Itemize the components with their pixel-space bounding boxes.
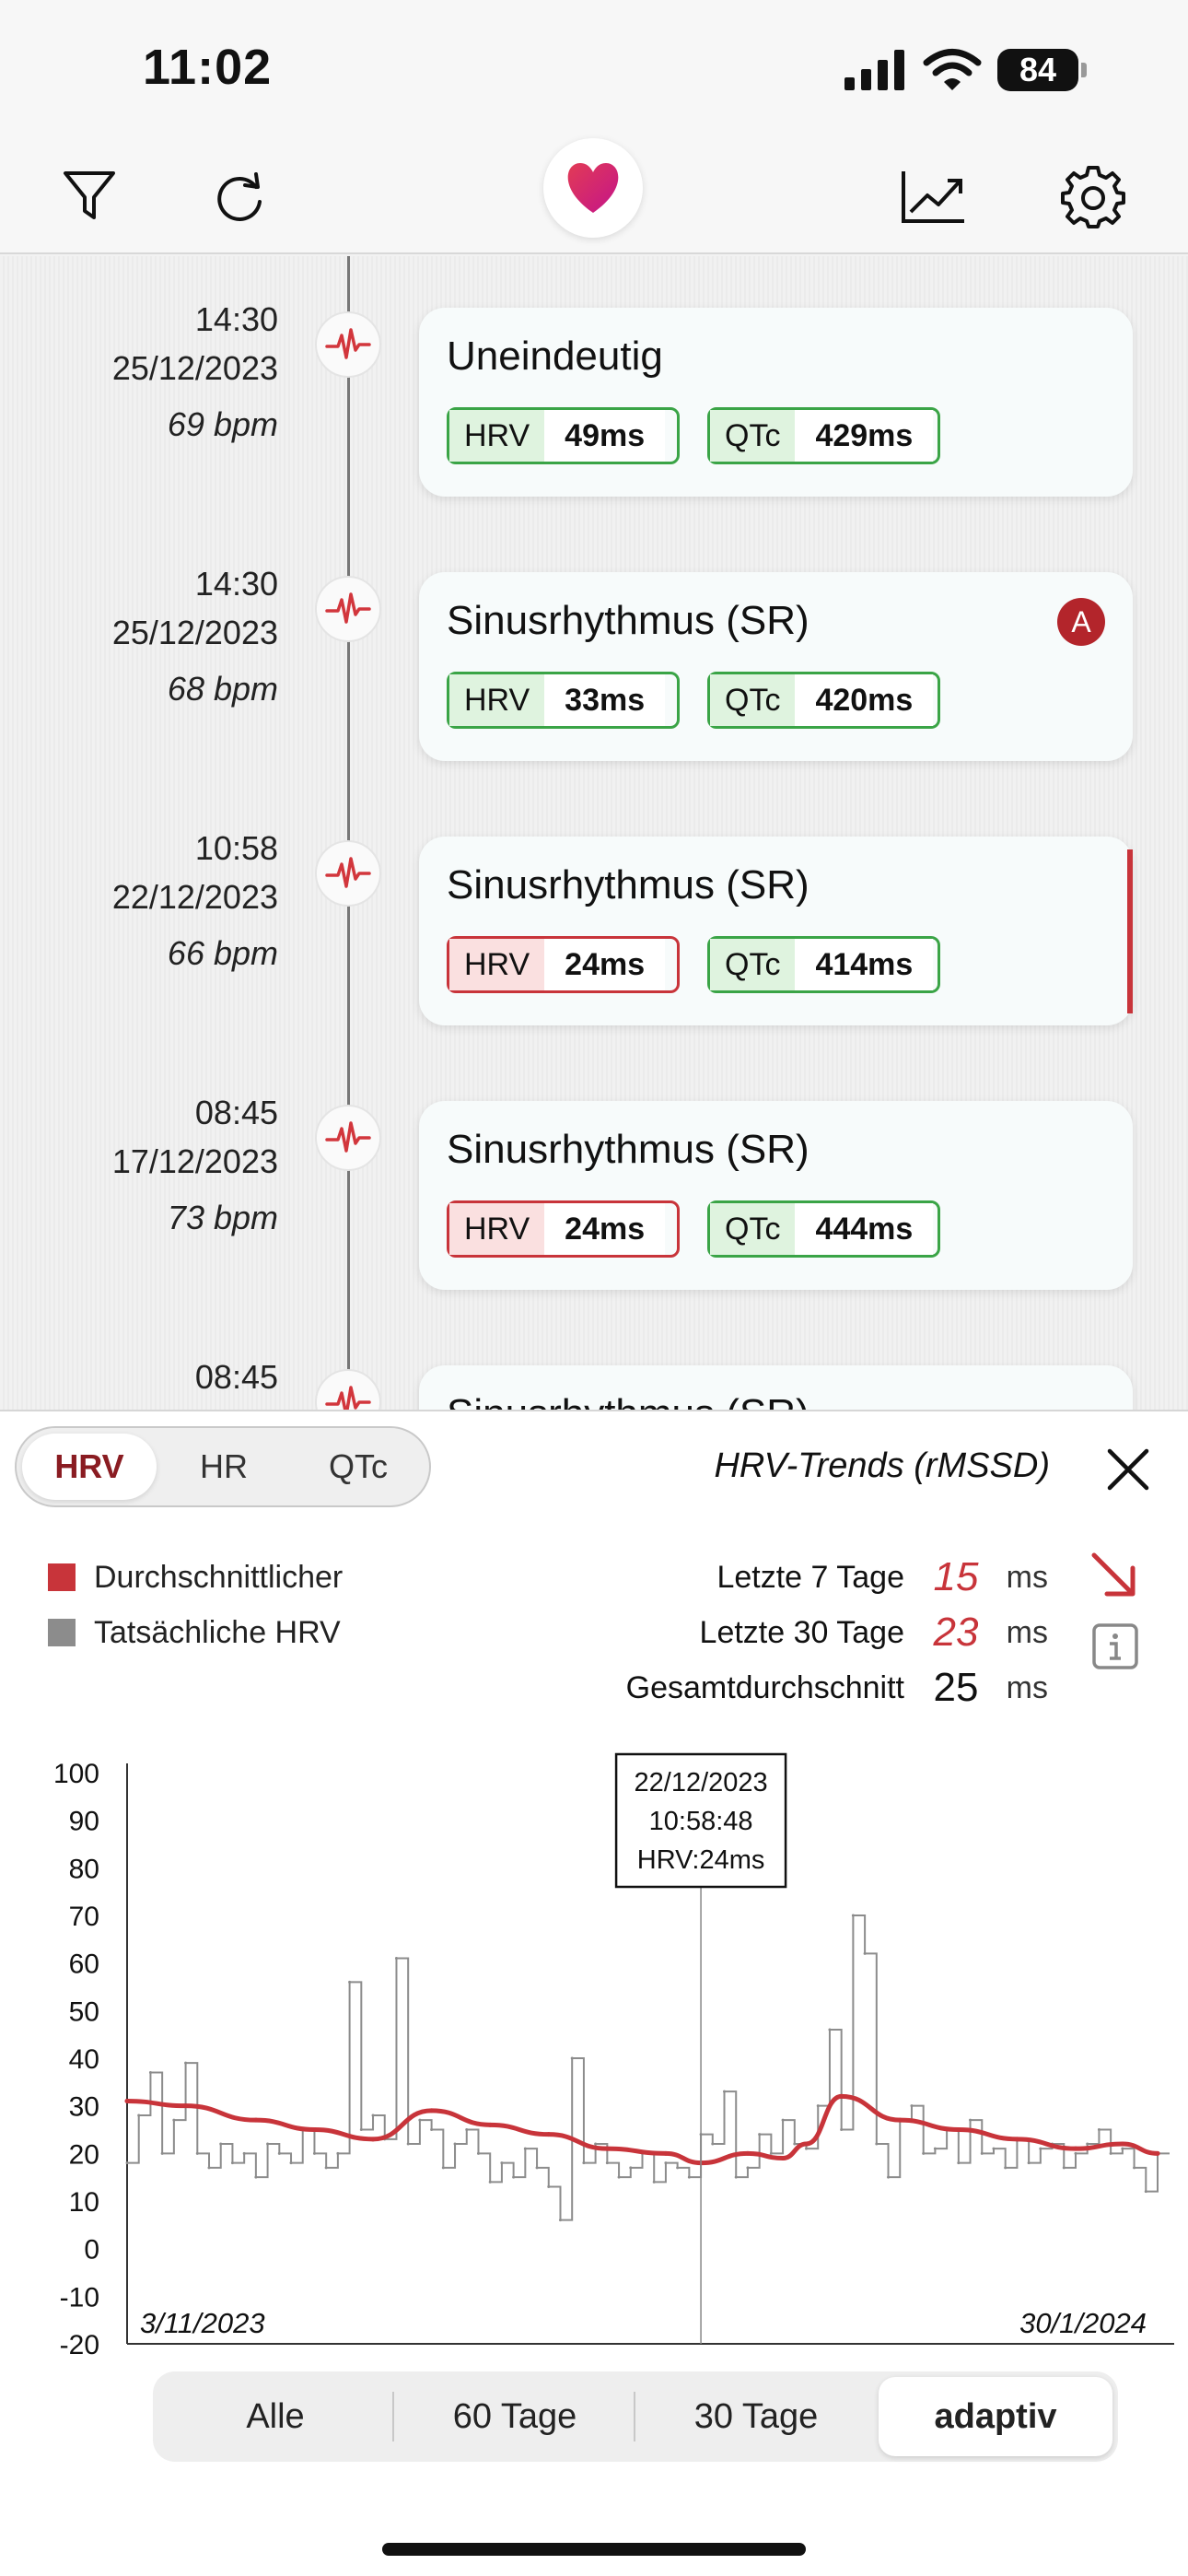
qtc-pill [707,672,940,729]
ecg-card[interactable] [419,837,1133,1025]
refresh-icon[interactable] [198,155,281,238]
actual-hrv-point [172,2119,175,2122]
stat-unit: ms [1006,1669,1048,1705]
entry-time: 08:45 [194,1358,278,1396]
hrv-trend-sheet [0,1410,1188,2576]
actual-hrv-point [325,2166,328,2169]
filter-icon[interactable] [48,155,131,238]
hrv-trend-chart[interactable] [0,1706,1188,2370]
actual-hrv-point [805,2148,808,2150]
actual-hrv-point [348,1981,351,1984]
average-hrv-point [781,2156,786,2160]
hrv-value: 49ms [544,410,665,462]
tab-hr[interactable]: HR [200,1447,248,1485]
legend-item-actual [48,1605,343,1660]
actual-hrv-point [1145,2190,1147,2193]
actual-hrv-point [1039,2148,1042,2150]
actual-hrv-point [782,2119,785,2122]
entry-bpm: 66 bpm [167,934,278,972]
home-indicator [382,2543,806,2556]
actual-hrv-point [571,2057,574,2060]
chart-legend [48,1550,343,1660]
qtc-label: QTc [710,1203,795,1255]
stat-label: Letzte 30 Tage [699,1614,904,1650]
qtc-label: QTc [710,410,795,462]
actual-hrv-point [1063,2166,1066,2169]
average-hrv-point [253,2118,258,2123]
hrv-pill [447,672,680,729]
legend-label-actual: Tatsächliche HRV [94,1614,341,1650]
actual-hrv-point [161,2152,164,2155]
qtc-value: 414ms [795,939,933,990]
actual-hrv-point [852,1914,855,1917]
actual-hrv-point [618,2176,621,2179]
average-hrv-point [1156,2151,1160,2156]
entry-date: 25/12/2023 [111,349,278,387]
actual-hrv-point [817,2104,820,2107]
actual-hrv-point [828,2029,831,2032]
range-divider [392,2392,394,2441]
range-all[interactable]: Alle [246,2396,305,2436]
y-tick-label: -20 [59,2330,99,2360]
tab-hrv[interactable]: HRV [22,1434,157,1500]
status-icons [844,44,1087,96]
tooltip-line: 22/12/2023 [634,1768,768,1797]
actual-hrv-point [559,2219,562,2221]
timeline-entry[interactable] [0,256,1188,453]
trend-down-arrow-icon [1087,1548,1142,1603]
range-divider [634,2392,635,2441]
actual-hrv-point [957,2161,960,2164]
average-hrv-point [1120,2142,1124,2147]
battery-level: 84 [997,49,1078,91]
y-tick-label: 50 [68,1996,99,2028]
ecg-wave-icon [315,576,381,642]
toolbar [0,138,1188,254]
actual-hrv-point [1121,2148,1124,2150]
actual-hrv-point [290,2161,293,2164]
entry-time: 10:58 [194,829,278,867]
hrv-label: HRV [449,939,544,990]
average-hrv-point [898,2118,903,2123]
actual-hrv-point [266,2143,269,2146]
legend-swatch-actual [48,1619,76,1646]
actual-hrv-point [512,2176,515,2179]
actual-hrv-point [536,2166,539,2169]
qtc-value: 420ms [795,674,933,726]
actual-hrv-point [1133,2166,1136,2169]
hrv-stats [626,1550,1048,1715]
actual-hrv-point [606,2161,609,2164]
y-tick-label: 20 [68,2139,99,2171]
tooltip-line: HRV:24ms [636,1845,765,1875]
average-hrv-point [1015,2137,1019,2141]
y-tick-label: 80 [68,1854,99,1885]
legend-label-average: Durchschnittlicher [94,1559,344,1595]
qtc-label: QTc [710,674,795,726]
actual-hrv-point [770,2152,773,2155]
stat-value: 15 [933,1554,979,1599]
average-hrv-point [663,2151,668,2156]
actual-hrv-point [688,2176,691,2179]
hrv-label: HRV [449,410,544,462]
entry-date: 25/12/2023 [111,614,278,651]
legend-swatch-average [48,1563,76,1591]
average-hrv-point [804,2142,809,2147]
average-hrv-point [312,2127,317,2132]
hrv-pill [447,407,680,464]
selection-indicator [1127,849,1133,1013]
actual-hrv-point [149,2071,152,2074]
actual-hrv-point [1004,2166,1007,2169]
stat-value: 25 [933,1665,979,1710]
actual-hrv-point [500,2161,503,2164]
stat-row-30-days [626,1605,1048,1660]
actual-hrv-point [969,2119,972,2122]
y-tick-label: 10 [68,2187,99,2218]
actual-hrv-point [219,2143,222,2146]
average-hrv-point [839,2094,844,2099]
average-hrv-point [956,2127,961,2132]
actual-hrv-point [840,2128,843,2131]
ecg-wave-icon [315,840,381,907]
actual-hrv-point [746,2166,749,2169]
stat-value: 23 [933,1610,979,1655]
actual-hrv-point [864,1952,867,1955]
stat-unit: ms [1006,1614,1048,1650]
ecg-card[interactable] [419,572,1133,761]
actual-hrv-point [887,2176,890,2179]
status-bar [0,0,1188,138]
qtc-pill [707,407,940,464]
hrv-label: HRV [449,674,544,726]
actual-hrv-point [336,2152,339,2155]
average-hrv-point [125,2099,130,2103]
qtc-pill [707,936,940,993]
y-tick-label: 0 [84,2234,99,2266]
y-tick-label: -10 [59,2282,99,2313]
actual-hrv-point [735,2176,738,2179]
actual-hrv-point [372,2114,375,2117]
actual-hrv-point [196,2152,199,2155]
actual-hrv-point [793,2143,796,2146]
info-icon[interactable] [1090,1622,1140,1671]
average-hrv-point [1073,2147,1077,2151]
tooltip-line: 10:58:48 [648,1807,753,1836]
average-hrv-point [605,2147,610,2151]
actual-hrv-point [676,2166,679,2169]
actual-hrv-point [582,2161,585,2164]
range-30-days[interactable]: 30 Tage [693,2396,819,2436]
timeline-entry[interactable] [0,521,1188,718]
actual-hrv-point [664,2161,667,2164]
actual-hrv-point [360,2128,363,2131]
hrv-value: 33ms [544,674,665,726]
actual-hrv-point [922,2152,925,2155]
entry-date: 17/12/2023 [111,1142,278,1180]
cellular-signal-icon [844,50,907,90]
stat-row-7-days [626,1550,1048,1605]
actual-hrv-point [981,2152,984,2155]
entry-date: 22/12/2023 [111,878,278,916]
actual-hrv-point [442,2166,445,2169]
actual-hrv-point [992,2148,995,2150]
entry-time: 14:30 [194,300,278,338]
trend-title: HRV-Trends (rMSSD) [714,1446,1050,1485]
hrv-value: 24ms [544,1203,665,1255]
trend-chart-icon[interactable] [891,155,974,238]
timeline-entry-selected[interactable] [0,785,1188,982]
battery-cap [1081,63,1087,77]
actual-hrv-point [465,2128,468,2131]
card-title: Sinusrhythmus (SR) [447,862,809,907]
hrv-pill [447,1200,680,1258]
ecg-wave-icon [315,1105,381,1171]
close-icon[interactable] [1096,1437,1160,1502]
qtc-value: 444ms [795,1203,933,1255]
timeline-entry[interactable] [0,1049,1188,1247]
stat-label: Letzte 7 Tage [716,1559,904,1595]
entry-time: 08:45 [194,1094,278,1131]
status-time: 11:02 [143,40,273,95]
wifi-icon [924,49,981,91]
y-tick-label: 30 [68,2091,99,2123]
entry-time: 14:30 [194,565,278,603]
ecg-timeline [0,256,1188,1410]
range-60-days[interactable]: 60 Tage [452,2396,577,2436]
hrv-pill [447,936,680,993]
y-tick-label: 40 [68,2044,99,2075]
qtc-value: 429ms [795,410,933,462]
actual-hrv-point [653,2181,656,2184]
average-hrv-point [488,2123,493,2127]
x-start-label: 3/11/2023 [140,2307,265,2339]
actual-hrv-point [254,2176,257,2179]
card-title: Sinusrhythmus (SR) [447,1127,809,1172]
y-tick-label: 60 [68,1949,99,1980]
ecg-card[interactable] [419,1101,1133,1290]
average-hrv-point [429,2108,434,2113]
hrv-label: HRV [449,1203,544,1255]
average-hrv-point [183,2103,188,2108]
entry-bpm: 68 bpm [167,670,278,708]
time-range-segmented-control [153,2371,1118,2462]
actual-hrv-point [313,2152,316,2155]
average-hrv-point [546,2132,551,2137]
actual-hrv-point [278,2152,281,2155]
actual-hrv-point [126,2161,129,2164]
actual-hrv-point [524,2148,527,2150]
ecg-card[interactable] [419,308,1133,497]
entry-bpm: 69 bpm [167,405,278,443]
card-title: Sinusrhythmus (SR) [447,598,809,643]
average-hrv-point [371,2137,376,2141]
actual-hrv-point [629,2166,632,2169]
legend-item-average [48,1550,343,1605]
actual-hrv-series [127,1915,1170,2220]
actual-hrv-point [711,2143,714,2146]
y-tick-label: 90 [68,1806,99,1837]
actual-hrv-point [594,2143,597,2146]
actual-hrv-point [934,2148,937,2150]
actual-hrv-point [723,2090,726,2093]
actual-hrv-point [758,2133,761,2136]
actual-hrv-point [477,2152,480,2155]
x-end-label: 30/1/2024 [1019,2307,1147,2339]
actual-hrv-point [454,2143,457,2146]
metric-segmented-control [15,1426,431,1507]
hrv-value: 24ms [544,939,665,990]
actual-hrv-point [395,1957,398,1960]
y-tick-label: 70 [68,1902,99,1932]
y-tick-label: 100 [52,1759,99,1789]
actual-hrv-point [184,2062,187,2065]
actual-hrv-point [910,2104,913,2107]
entry-bpm: 73 bpm [167,1199,278,1236]
actual-hrv-point [1028,2161,1031,2164]
actual-hrv-point [418,2119,421,2122]
card-title: Uneindeutig [447,334,663,379]
range-adaptive[interactable]: adaptiv [879,2377,1112,2456]
heart-logo-icon[interactable] [543,138,643,238]
ecg-wave-icon [315,311,381,378]
actual-hrv-point [137,2114,140,2117]
tab-qtc[interactable]: QTc [328,1447,388,1485]
actual-hrv-point [430,2128,433,2131]
actual-hrv-point [1098,2128,1101,2131]
gear-icon[interactable] [1052,155,1135,238]
actual-hrv-point [489,2181,492,2184]
battery-indicator [997,49,1087,91]
average-hrv-point [745,2151,750,2156]
stat-label: Gesamtdurchschnitt [625,1669,904,1705]
actual-hrv-point [1110,2152,1112,2155]
stat-unit: ms [1006,1559,1048,1595]
actual-hrv-point [407,2143,410,2146]
annotation-badge: A [1057,598,1105,646]
actual-hrv-point [1086,2143,1089,2146]
actual-hrv-point [547,2185,550,2188]
actual-hrv-point [231,2161,234,2164]
actual-hrv-point [243,2152,246,2155]
actual-hrv-point [875,2143,878,2146]
qtc-label: QTc [710,939,795,990]
qtc-pill [707,1200,940,1258]
actual-hrv-point [1074,2152,1077,2155]
actual-hrv-point [208,2166,211,2169]
